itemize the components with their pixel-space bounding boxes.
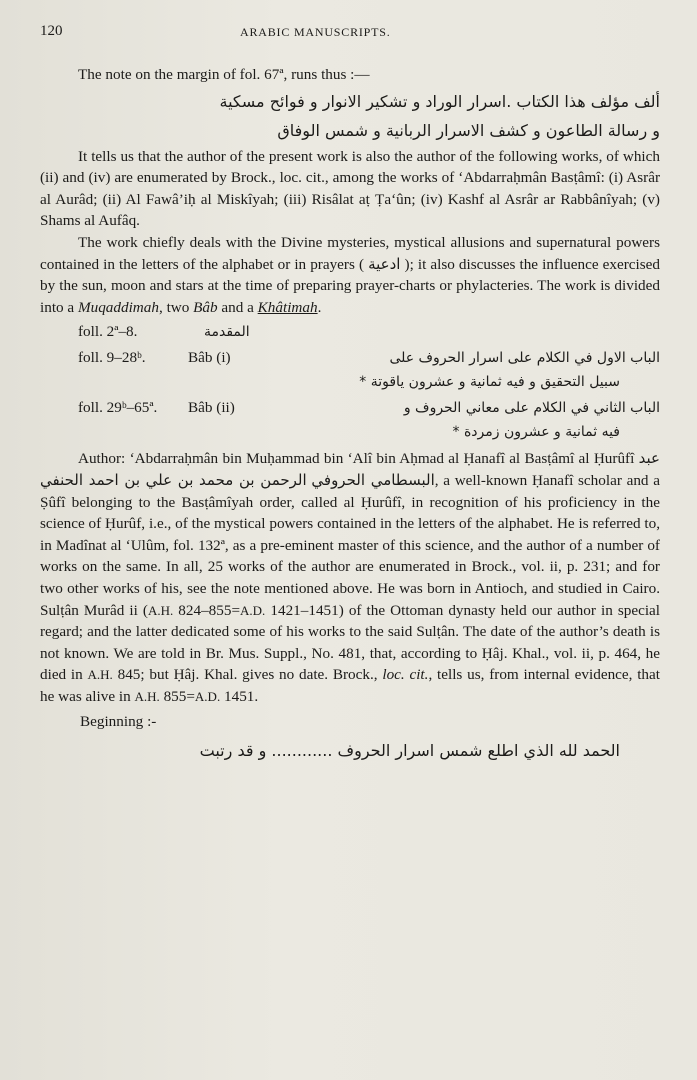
loc-cit: loc. cit. — [382, 666, 429, 684]
arabic-prayers-word: ادعية — [368, 254, 401, 273]
content-text-1: The work chiefly deals with the Divine mysteries, mystical allusions and supernatural powers contained in the letters of the alphabet or in prayers ( — [40, 233, 660, 273]
content-end: . — [317, 298, 322, 316]
content-text-4: and a — [221, 298, 254, 316]
folio-range: foll. 29ᵇ–65ª. — [78, 399, 158, 417]
folio-range: foll. 2ª–8. — [78, 323, 138, 341]
term-muqaddimah: Muqaddimah — [77, 298, 159, 316]
arabic-author-name-1: عبد الرحمن بن محمد بن علي بن احمد الحنفي — [40, 449, 661, 489]
arabic-note-line-2: و رسالة الطاعون و كشف الاسرار الربانية و شمس الوفاق — [277, 120, 660, 140]
contents-arabic — [256, 346, 660, 394]
paragraph-works: It tells us that the author of the present work is also the author of the following works, of which (ii) and (iv) are enumerated by Brock., loc. cit., among the works of ‘Abdarraḥmân Basṭâmî: (i) Asrâr al Aurâd; (ii) Al Fawâ’iḥ al Miskîyah; (iii) Risâlat aṭ Ṭa‘ûn; (iv) Kashf al Asrâr ar Rabbânîyah; (v) Shams al Aufâq. — [40, 147, 660, 230]
note-intro: The note on the margin of fol. 67ª, runs thus :— — [78, 66, 370, 83]
content-text-2: ); it also discusses the influence exercised by the sun, moon and stars at the time of preparing prayer-charts or phylacteries. The work is divided into a — [40, 255, 660, 316]
contents-row — [40, 396, 660, 444]
contents-arabic-line: سبيل التحقيق و فيه ثمانية و عشرون ياقوتة * — [359, 374, 620, 391]
contents-arabic-line: فيه ثمانية و عشرون زمردة * — [452, 424, 620, 441]
term-bab: Bâb — [193, 298, 218, 316]
author-text-3: 1421–1451) of the Ottoman dynasty held our author in special regard; and the latter dedicated some of his works to the said Sulṭân. The date of the author’s death is not known. We are told in Br. Mus. Suppl., No. 481, that, according to Ḥâj. Khal., vol. ii, p. 464, he died in — [40, 601, 661, 684]
era-ah: A.H. — [87, 667, 113, 683]
contents-list — [40, 320, 660, 444]
term-khatimah: Khâtimah — [257, 298, 318, 316]
author-text-1: ‘Abdarraḥmân bin Muḥammad bin ‘Alî bin Aḥmad al Ḥanafî al Basṭâmî al Ḥurûfî — [129, 450, 635, 468]
author-text-2: , a well-known Ḥanafî scholar and a Ṣûfî belonging to the Basṭâmîyah order, called al Ḥurûfî, in recognition of his proficiency in the science of Ḥurûf, i.e., of the mystical powers contained in the letters of the alphabet. He is referred to, in Madînat al ‘Ulûm, fol. 132ª, as a pre-eminent master of this science, and the author of a number of works on the same. In all, 25 works of the author are enumerated in Brock., vol. ii, p. 231; and for two other works of his, see the note mentioned above. He was born in Antioch, and studied in Cairo. Sulṭân Murâd ii ( — [40, 471, 660, 619]
era-ah: A.H. — [147, 602, 174, 618]
author-text-4: 845; but Ḥâj. Khal. gives no date. Brock., — [117, 666, 378, 684]
paragraph-content — [40, 232, 660, 318]
arabic-note-line-1: ألف مؤلف هذا الكتاب .اسرار الوراد و تشكير الانوار و فوائح مسكية — [219, 91, 660, 111]
contents-arabic — [256, 396, 660, 444]
arabic-author-name-2: البسطامي الحروفي — [311, 470, 435, 489]
paragraph-author — [40, 448, 660, 707]
dates-text: 1451. — [224, 687, 259, 705]
era-ad: A.D. — [194, 688, 221, 704]
page-number: 120 — [40, 23, 63, 39]
author-lead: Author: — [78, 450, 126, 468]
era-ah: A.H. — [134, 688, 160, 704]
beginning-arabic: الحمد لله الذي اطلع شمس اسرار الحروف ............ و قد رتبت — [199, 741, 620, 761]
contents-row — [40, 320, 660, 344]
dates-text: 855= — [163, 687, 195, 705]
author-text-5: , tells us, from internal evidence, that he was alive in — [40, 666, 660, 705]
contents-arabic-line: المقدمة — [204, 324, 250, 341]
bab-label: Bâb (ii) — [188, 399, 235, 417]
folio-range: foll. 9–28ᵇ. — [78, 349, 146, 367]
page-body — [40, 64, 660, 765]
content-text-3: , two — [158, 298, 190, 316]
running-title: ARABIC MANUSCRIPTS. — [240, 25, 391, 39]
dates-text: 824–855= — [178, 601, 241, 619]
contents-arabic-line: الباب الاول في الكلام على اسرار الحروف على — [389, 350, 660, 367]
contents-arabic — [188, 320, 250, 344]
era-ad: A.D. — [240, 602, 266, 618]
bab-label: Bâb (i) — [188, 349, 231, 367]
contents-arabic-line: الباب الثاني في الكلام على معاني الحروف و — [403, 400, 660, 417]
beginning-label: Beginning :- — [80, 713, 157, 731]
contents-row — [40, 346, 660, 394]
